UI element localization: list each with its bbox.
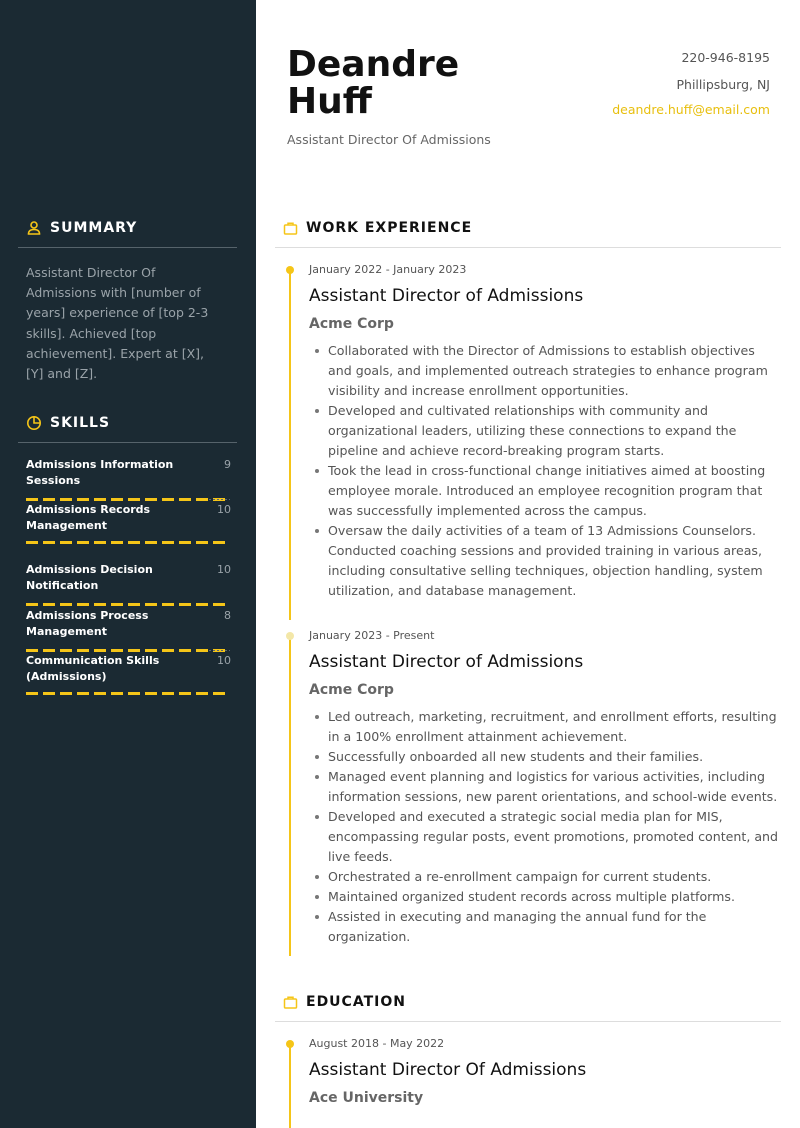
skill-name: Admissions Records Management [26,503,151,532]
entry-bullets [309,707,779,947]
list-item: Oversaw the daily activities of a team of 13 Admissions Counselors. Conducted coaching sessions and provided training in various areas, including consultative selling techniques, objection handling, system utilization, and database management. [309,521,779,601]
skill-item [26,653,231,695]
skill-level: 8 [224,609,231,622]
entry-date: January 2022 - January 2023 [309,263,467,276]
name-last: Huff [287,81,372,122]
list-item: Maintained organized student records across multiple platforms. [309,887,779,907]
summary-heading-label: SUMMARY [50,220,138,236]
main-content [256,0,800,1128]
education-heading-label: EDUCATION [306,994,406,1010]
skill-level: 10 [217,503,231,516]
list-item: Assisted in executing and managing the annual fund for the organization. [309,907,779,947]
job-title: Assistant Director Of Admissions [287,132,491,147]
name-first: Deandre [287,44,460,85]
skill-name: Admissions Information Sessions [26,458,174,487]
work-experience-divider [275,247,781,248]
list-item: Successfully onboarded all new students and their families. [309,747,779,767]
pie-chart-icon [26,415,42,431]
education-entry [309,1037,779,1107]
skill-bar [26,541,230,544]
skill-item [26,502,231,544]
education-divider [275,1021,781,1022]
list-item: Orchestrated a re-enrollment campaign for current students. [309,867,779,887]
contact-email[interactable]: deandre.huff@email.com [612,102,770,117]
sidebar [0,0,256,1128]
skill-bar [26,603,230,606]
skill-name: Admissions Process Management [26,609,149,638]
list-item: Collaborated with the Director of Admissions to establish objectives and goals, and implemented outreach strategies to enhance program visibility and increase enrollment opportunities. [309,341,779,401]
list-item: Managed event planning and logistics for various activities, including information sessions, new parent orientations, and school-wide events. [309,767,779,807]
skills-heading-label: SKILLS [50,415,111,431]
skills-divider [18,442,237,443]
timeline-line [289,270,291,620]
timeline-dot [286,266,294,274]
entry-bullets [309,341,779,601]
skill-level: 10 [217,654,231,667]
skill-item [26,562,231,606]
entry-organization: Acme Corp [309,682,394,698]
entry-title: Assistant Director of Admissions [309,652,584,672]
education-heading [283,992,406,1012]
skill-name: Communication Skills (Admissions) [26,654,160,683]
entry-title: Assistant Director Of Admissions [309,1060,587,1080]
skill-bar [26,649,230,652]
skill-bar [26,498,230,501]
work-entry [309,263,779,601]
briefcase-icon [283,221,298,236]
timeline-line [289,1044,291,1128]
list-item: Led outreach, marketing, recruitment, and enrollment efforts, resulting in a 100% enrollment attainment achievement. [309,707,779,747]
skill-level: 10 [217,563,231,576]
skill-item [26,457,231,501]
list-item: Developed and cultivated relationships with community and organizational leaders, utilizing these connections to expand the pipeline and achieve record-breaking program starts. [309,401,779,461]
skill-name: Admissions Decision Notification [26,563,153,592]
entry-organization: Acme Corp [309,316,394,332]
skill-item [26,608,231,652]
entry-date: January 2023 - Present [309,629,435,642]
briefcase-icon [283,995,298,1010]
list-item: Developed and executed a strategic social media plan for MIS, encompassing regular posts, event promotions, promoted content, and live feeds. [309,807,779,867]
timeline-dot [286,632,294,640]
timeline-dot [286,1040,294,1048]
list-item: Took the lead in cross-functional change initiatives aimed at boosting employee morale. Introduced an employee recognition program that was successfully implemented across the campus. [309,461,779,521]
contact-phone: 220-946-8195 [681,50,770,65]
summary-heading [26,218,137,238]
candidate-name [287,46,547,120]
skill-bar [26,692,230,695]
entry-date: August 2018 - May 2022 [309,1037,445,1050]
contact-location: Phillipsburg, NJ [676,77,770,92]
work-experience-heading [283,218,472,238]
entry-title: Assistant Director of Admissions [309,286,584,306]
skill-level: 9 [224,458,231,471]
summary-text: Assistant Director Of Admissions with [number of years] experience of [top 2-3 skills]. Achieved [top achievement]. Expert at [X], [Y] and [Z]. [26,265,209,382]
entry-organization: Ace University [309,1090,424,1106]
timeline-line [289,636,291,956]
work-experience-heading-label: WORK EXPERIENCE [306,220,473,236]
skills-heading [26,413,110,433]
work-entry [309,629,779,947]
person-icon [26,220,42,236]
summary-divider [18,247,237,248]
